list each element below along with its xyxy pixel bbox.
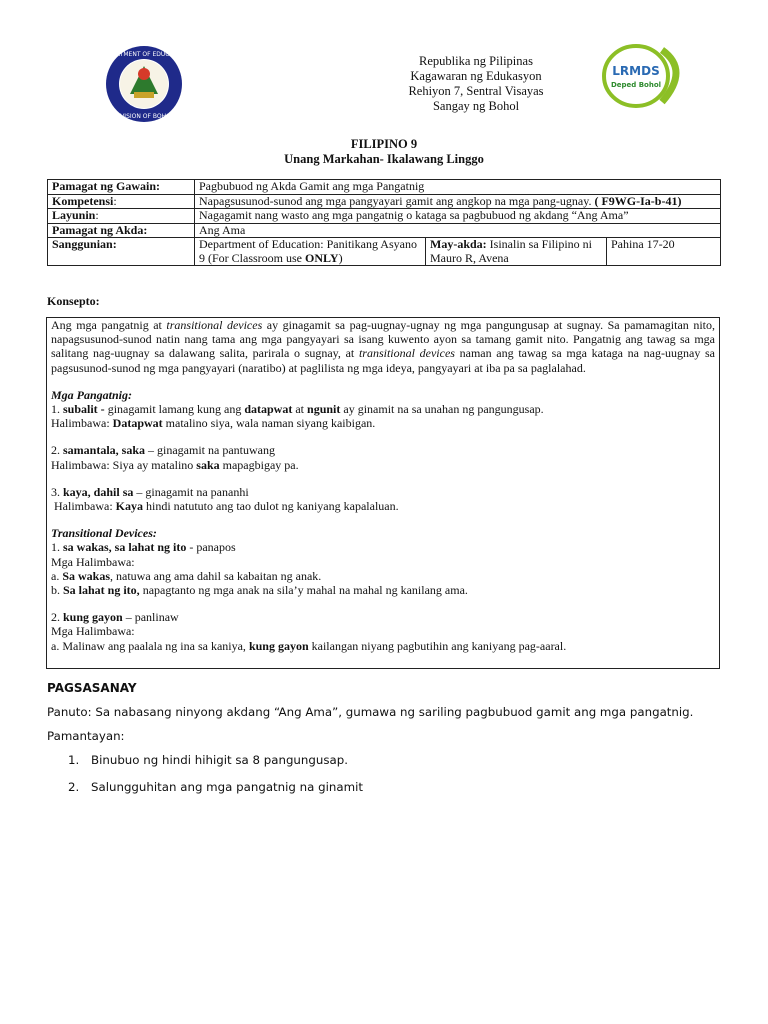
example-line: Halimbawa: Datapwat matalino siya, wala naman siyang kaibigan. [51, 416, 376, 431]
activity-info-table [47, 179, 721, 266]
government-header [376, 54, 576, 114]
layunin-label-cell: Layunin: [48, 209, 195, 224]
kompetensi-value: Napagsusunod-sunod ang mga pangyayari gamit ang angkop na mga pang-ugnay. [199, 193, 592, 208]
table-row [48, 194, 721, 209]
kompetensi-value-cell [195, 194, 721, 209]
example-line: Halimbawa: Kaya hindi natututo ang tao dulot ng kaniyang kapalaluan. [51, 499, 399, 514]
criteria-item: Binubuo ng hindi hihigit sa 8 pangungusap. [91, 753, 348, 767]
deped-division-seal [104, 44, 184, 124]
pamagat-akda-value: Ang Ama [195, 223, 721, 238]
list-item: 2. samantala, saka – ginagamit na pantuwang [51, 443, 275, 458]
svg-text:DEPARTMENT OF EDUCATION: DEPARTMENT OF EDUCATION [104, 51, 184, 58]
quarter-subtitle: Unang Markahan- Ikalawang Linggo [284, 152, 484, 166]
department-line: Kagawaran ng Edukasyon [410, 69, 542, 83]
division-line: Sangay ng Bohol [432, 99, 520, 113]
table-row [48, 180, 721, 195]
region-line: Rehiyon 7, Sentral Visayas [408, 84, 544, 98]
example-line: a. Malinaw ang paalala ng ina sa kaniya, kung gayon kailangan niyang pagbutihin ang kaniyang pag-aaral. [51, 638, 567, 653]
pamagat-gawain-value: Pagbubuod ng Akda Gamit ang mga Pangatnig [195, 180, 721, 195]
pahina-value: Pahina 17-20 [607, 238, 721, 266]
svg-text:DIVISION OF BOHOL: DIVISION OF BOHOL [113, 113, 175, 120]
table-row [48, 238, 721, 266]
pamagat-akda-label: Pamagat ng Akda: [48, 223, 195, 238]
sanggunian-only: ONLY [305, 250, 339, 265]
layunin-value: Nagagamit nang wasto ang mga pangatnig o kataga sa pagbubuod ng akdang “Ang Ama” [195, 209, 721, 224]
sanggunian-label: Sanggunian: [48, 238, 195, 266]
kompetensi-label: Kompetensi [52, 193, 114, 208]
list-item: 1. sa wakas, sa lahat ng ito - panapos [51, 540, 236, 555]
pamantayan-label: Pamantayan: [47, 729, 125, 743]
may-akda-value: Isinalin sa Filipino ni Mauro R, Avena [430, 237, 593, 265]
list-item: 1. subalit - ginagamit lamang kung ang datapwat at ngunit ay ginamit na sa unahan ng pangungusap. [51, 402, 544, 417]
lrmds-logo [592, 40, 694, 110]
pagsasanay-heading: PAGSASANAY [47, 681, 137, 695]
table-row [48, 223, 721, 238]
panuto-text: Panuto: Sa nabasang ninyong akdang “Ang Ama”, gumawa ng sariling pagbubuod gamit ang mga pangatnig. [47, 705, 694, 719]
document-title [0, 137, 768, 167]
sanggunian-value-cell: Department of Education: Panitikang Asyano 9 (For Classroom use ONLY) [195, 238, 426, 266]
example-line: a. Sa wakas, natuwa ang ama dahil sa kabaitan ng anak. [51, 568, 322, 583]
may-akda-cell [426, 238, 607, 266]
list-item: 2. kung gayon – panlinaw [51, 610, 179, 625]
kompetensi-code: ( F9WG-Ia-b-41) [594, 193, 682, 208]
example-line: Halimbawa: Siya ay matalino saka mapagbigay pa. [51, 457, 299, 472]
table-row [48, 209, 721, 224]
deped-bohol-logo-text: Deped Bohol [610, 81, 662, 89]
examples-label: Mga Halimbawa: [51, 554, 135, 569]
criteria-number: 2. [68, 780, 80, 794]
examples-label: Mga Halimbawa: [51, 624, 135, 639]
lrmds-logo-text: LRMDS [612, 64, 660, 78]
kompetensi-label-cell: Kompetensi: [48, 194, 195, 209]
criteria-item: Salungguhitan ang mga pangatnig na ginamit [91, 780, 363, 794]
subject-title: FILIPINO 9 [350, 137, 418, 151]
konsepto-box [46, 317, 720, 669]
konsepto-intro: Ang mga pangatnig at transitional devices ay ginagamit sa pag-uugnay-ugnay ng mga pangungusap at sugnay. Sa pamamagitan nito, napagsusunod-sunod natin nang tama ang mga pangyayari sa isang kuwento ayon sa tamang gamit nito. Pangatnig ang tawag sa mga salitang nag-uugnay sa dalawang salita, parirala o sugnay, at transitional devices naman ang tawag sa mga kataga na nag-uugnay sa pagsusunod-sunod ng mga pangyayari (naratibo) at paglilista ng mga ideya, pangyayari at iba pa sa paglalahad. [51, 318, 716, 375]
pangatnig-heading: Mga Pangatnig: [51, 387, 133, 402]
sanggunian-value: Department of Education: Panitikang Asyano 9 (For Classroom use [199, 237, 417, 265]
list-item: 3. kaya, dahil sa – ginagamit na pananhi [51, 484, 249, 499]
transitional-heading: Transitional Devices: [51, 526, 157, 541]
republic-line: Republika ng Pilipinas [419, 54, 533, 68]
criteria-number: 1. [68, 753, 80, 767]
layunin-label: Layunin [52, 208, 96, 222]
may-akda-label: May-akda: [430, 237, 487, 251]
example-line: b. Sa lahat ng ito, napagtanto ng mga anak na sila’y mahal na mahal ng kanilang ama. [51, 583, 468, 598]
konsepto-heading: Konsepto: [47, 294, 100, 308]
pamagat-gawain-label: Pamagat ng Gawain: [48, 180, 195, 195]
